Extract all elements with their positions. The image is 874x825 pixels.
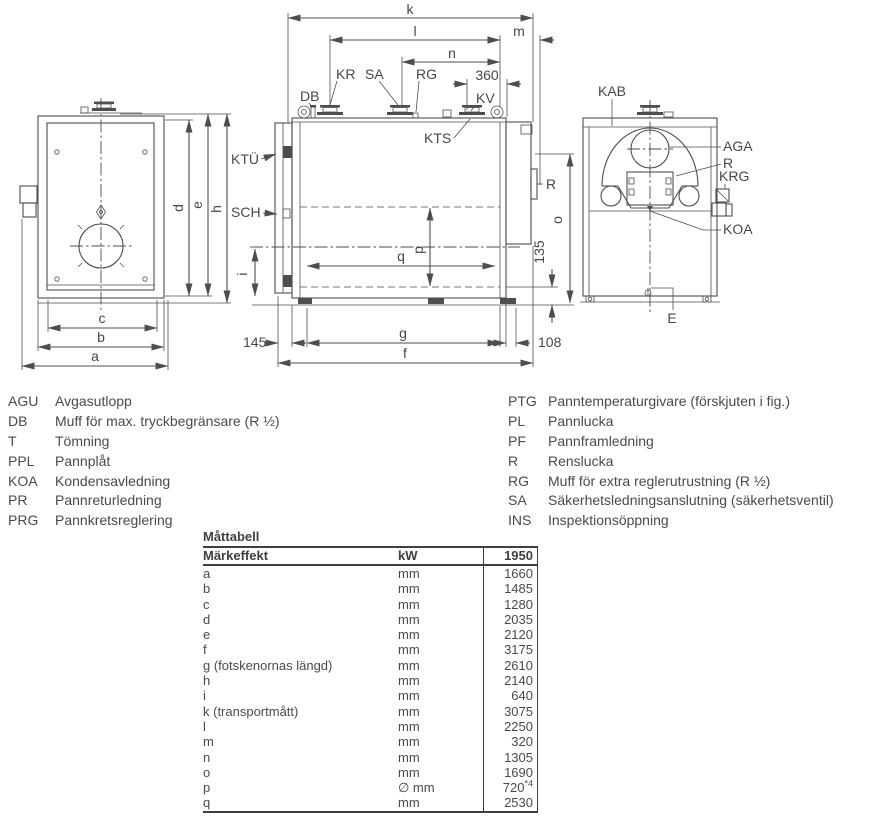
- legend-row: [8, 412, 280, 432]
- legend-desc: Muff för extra reglerutrustning (R ½): [548, 472, 771, 489]
- legend-row: [8, 491, 280, 511]
- table-header-value: 1950: [483, 548, 538, 564]
- table-cell-value: 1660: [483, 566, 538, 581]
- table-cell-dim: a: [203, 566, 211, 581]
- dim-k: k: [406, 1, 414, 17]
- legend-desc: Kondensavledning: [55, 472, 171, 489]
- table-row: [203, 581, 538, 596]
- table-cell-dim: i: [203, 688, 206, 704]
- legend-abbr: SA: [508, 492, 527, 509]
- legend-desc: Renslucka: [548, 452, 614, 469]
- table-header-unit: kW: [398, 548, 418, 563]
- table-cell-unit: mm: [398, 566, 420, 581]
- boiler-diagram-svg: [0, 0, 874, 378]
- vent-fitting: [443, 110, 451, 117]
- legend-desc: Avgasutlopp: [55, 393, 132, 409]
- table-cell-value: 2035: [483, 612, 538, 627]
- table-row: [203, 612, 538, 627]
- dim-c: c: [98, 310, 106, 326]
- label-KOA: KOA: [723, 221, 753, 237]
- table-cell-dim: l: [203, 718, 206, 734]
- table-row: [203, 597, 538, 612]
- legend-abbr: INS: [508, 512, 532, 529]
- table-cell-value: 1305: [483, 750, 538, 765]
- legend-column-left: [8, 392, 280, 531]
- label-E: E: [667, 310, 677, 326]
- legend-row: [8, 392, 280, 412]
- table-cell-value: 640: [483, 688, 538, 703]
- dim-p: p: [410, 246, 426, 254]
- legend-abbr: PL: [508, 412, 526, 429]
- dim-g: g: [399, 325, 407, 341]
- dim-f: f: [403, 345, 407, 361]
- legend-row: [508, 511, 834, 531]
- label-AGA: AGA: [723, 138, 753, 154]
- rear-port-right: [679, 186, 699, 206]
- table-cell-unit: mm: [398, 673, 420, 689]
- legend-row: [8, 472, 280, 492]
- table-row: [203, 795, 538, 810]
- legend-abbr: AGU: [8, 393, 39, 409]
- dim-h: h: [208, 205, 224, 213]
- dim-q: q: [397, 248, 405, 264]
- flange-SA: [387, 105, 413, 115]
- label-R-rear: R: [723, 155, 734, 171]
- flange-KR: [317, 105, 343, 115]
- dim-b: b: [97, 329, 105, 345]
- table-row: [203, 765, 538, 780]
- label-R-side: R: [546, 176, 557, 192]
- table-cell-dim: c: [203, 596, 210, 612]
- top-flange-rear: [637, 105, 673, 117]
- dimension-table: [203, 529, 538, 813]
- table-row: [203, 642, 538, 657]
- table-cell-unit: mm: [398, 703, 420, 719]
- legend-desc: Tömning: [55, 432, 110, 449]
- legend-desc: Pannlucka: [548, 412, 614, 429]
- table-cell-dim: o: [203, 764, 211, 780]
- side-bracket: [20, 186, 37, 217]
- legend-row: [8, 452, 280, 472]
- table-cell-dim: q: [203, 795, 211, 811]
- label-KV: KV: [476, 90, 495, 106]
- table-cell-dim: k (transportmått): [203, 703, 299, 719]
- legend-desc: Panntemperaturgivare (förskjuten i fig.): [548, 393, 790, 409]
- dim-145: 145: [243, 334, 267, 350]
- table-row: [203, 704, 538, 719]
- legend-desc: Pannreturledning: [55, 492, 162, 509]
- table-cell-unit: mm: [398, 718, 420, 734]
- legend-abbr: T: [8, 432, 17, 449]
- label-KR: KR: [336, 66, 356, 82]
- label-SCH: SCH: [231, 204, 261, 220]
- rear-smoke-box: [506, 122, 537, 244]
- foot-rails: [252, 298, 574, 305]
- legend-desc: Pannplåt: [55, 452, 111, 469]
- legend-row: [508, 432, 834, 452]
- label-KAB: KAB: [598, 83, 627, 99]
- label-KTS: KTS: [424, 130, 452, 146]
- dim-n: n: [448, 45, 456, 61]
- label-DB: DB: [300, 88, 320, 104]
- table-cell-value: 1485: [483, 581, 538, 596]
- legend-abbr: PR: [8, 492, 28, 509]
- table-cell-value: 1280: [483, 597, 538, 612]
- dim-l: l: [413, 23, 417, 39]
- top-flange-front: [80, 102, 142, 114]
- legend-abbr: PPL: [8, 452, 35, 469]
- table-cell-unit: ∅ mm: [398, 780, 435, 796]
- legend-abbr: PF: [508, 432, 526, 449]
- side-view: [250, 105, 574, 305]
- legend-desc: Muff för max. tryckbegränsare (R ½): [55, 412, 280, 429]
- rear-view: [580, 100, 732, 315]
- dim-a: a: [91, 348, 99, 364]
- table-cell-unit: mm: [398, 642, 420, 658]
- krg-bracket: [712, 184, 732, 216]
- table-cell-value: 2250: [483, 719, 538, 734]
- table-cell-value: 2610: [483, 658, 538, 673]
- table-row: [203, 566, 538, 581]
- flue-outlet-AGA: [627, 130, 673, 168]
- legend-row: [508, 491, 834, 511]
- legend-abbr: KOA: [8, 472, 38, 489]
- table-title: Måttabell: [203, 529, 260, 544]
- boiler-dimension-drawing: [0, 0, 874, 378]
- table-cell-unit: mm: [398, 734, 420, 750]
- label-SA: SA: [365, 66, 384, 82]
- table-cell-dim: d: [203, 611, 211, 627]
- legend-abbr: DB: [8, 412, 28, 429]
- table-cell-value: 3175: [483, 642, 538, 657]
- table-cell-unit: mm: [398, 688, 420, 704]
- table-cell-dim: e: [203, 627, 211, 643]
- table-cell-dim: n: [203, 749, 211, 765]
- dim-m: m: [513, 23, 525, 39]
- table-header-dim: Märkeffekt: [203, 548, 269, 563]
- table-row: [203, 750, 538, 765]
- table-cell-value: 320: [483, 734, 538, 749]
- table-cell-dim: h: [203, 673, 211, 689]
- legend-row: [508, 392, 834, 412]
- table-cell-unit: mm: [398, 627, 420, 643]
- table-cell-value: 1690: [483, 765, 538, 780]
- table-row: [203, 658, 538, 673]
- table-cell-unit: mm: [398, 764, 420, 780]
- table-cell-dim: f: [203, 642, 207, 658]
- legend-desc: Pannkretsreglering: [55, 512, 173, 529]
- table-cell-dim: b: [203, 581, 211, 597]
- legend-row: [508, 452, 834, 472]
- table-cell-dim: p: [203, 780, 211, 796]
- legend-desc: Säkerhetsledningsanslutning (säkerhetsventil): [548, 492, 834, 509]
- table-cell-value: 2140: [483, 673, 538, 688]
- label-KRG: KRG: [719, 168, 750, 184]
- dim-135: 135: [531, 240, 547, 264]
- legend-row: [8, 432, 280, 452]
- legend-row: [508, 412, 834, 432]
- table-cell-unit: mm: [398, 581, 420, 597]
- rg-muff: [413, 113, 418, 118]
- table-header-row: [203, 546, 538, 566]
- table-cell-value: 2120: [483, 627, 538, 642]
- db-muff: [310, 105, 316, 118]
- dim-108: 108: [538, 334, 562, 350]
- dim-o: o: [549, 216, 565, 224]
- table-cell-unit: mm: [398, 795, 420, 811]
- dim-i: i: [234, 272, 250, 276]
- legend-abbr: RG: [508, 472, 529, 489]
- table-row: [203, 688, 538, 703]
- legend-abbr: PTG: [508, 393, 537, 409]
- legend-desc: Inspektionsöppning: [548, 512, 669, 529]
- table-body: [203, 566, 538, 813]
- table-cell-value: 720$^{*4}$: [483, 780, 538, 795]
- legend-column-right: [508, 392, 834, 531]
- label-RG: RG: [416, 66, 437, 82]
- dim-e: e: [189, 201, 205, 209]
- table-cell-unit: mm: [398, 657, 420, 673]
- table-cell-unit: mm: [398, 596, 420, 612]
- table-cell-value: 3075: [483, 704, 538, 719]
- label-KTU: KTÜ: [231, 151, 259, 167]
- table-cell-dim: m: [203, 734, 214, 750]
- legend-row: [508, 472, 834, 492]
- table-row: [203, 780, 538, 795]
- table-row: [203, 627, 538, 642]
- table-cell-value: 2530: [483, 795, 538, 810]
- table-row: [203, 673, 538, 688]
- table-row: [203, 719, 538, 734]
- legend-abbr: PRG: [8, 512, 39, 529]
- dim-d: d: [170, 204, 186, 212]
- table-cell-dim: g (fotskenornas längd): [203, 657, 333, 673]
- legend-desc: Pannframledning: [548, 432, 654, 449]
- rear-port-left: [601, 186, 621, 206]
- dim-360: 360: [475, 67, 499, 83]
- table-cell-unit: mm: [398, 611, 420, 627]
- legend-abbr: R: [508, 452, 519, 469]
- table-cell-unit: mm: [398, 749, 420, 765]
- table-row: [203, 734, 538, 749]
- dimension-lines: [22, 1, 574, 370]
